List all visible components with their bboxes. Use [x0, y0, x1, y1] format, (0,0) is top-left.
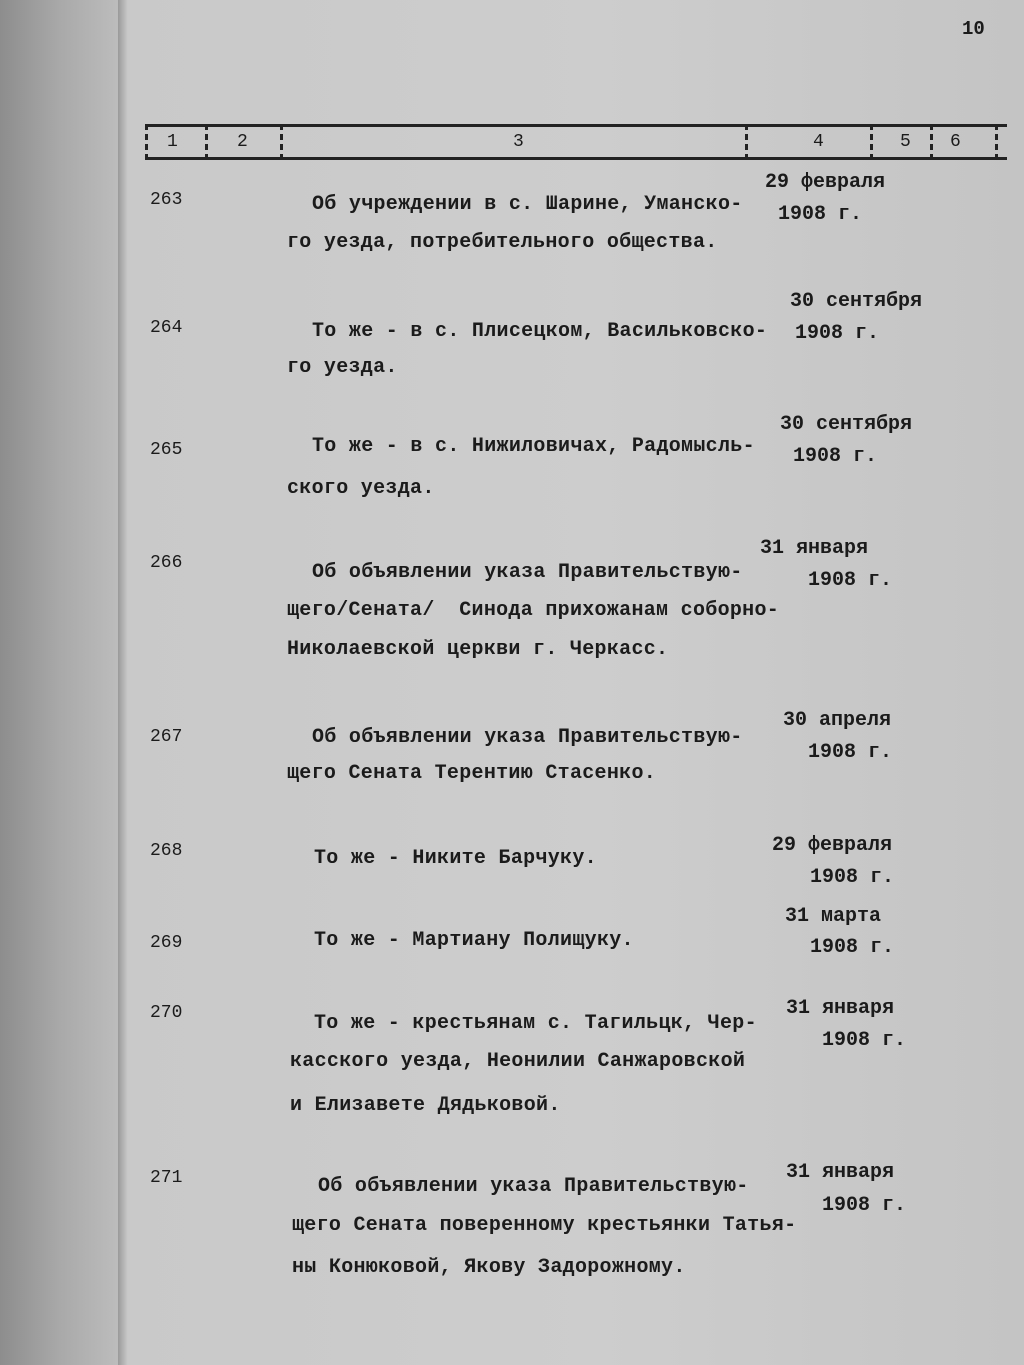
header-col-6: 6 — [950, 132, 961, 152]
page-edge — [118, 0, 128, 1365]
entry-date: 29 февраля — [772, 834, 893, 857]
header-bottom-rule — [145, 157, 1007, 160]
entry-text-line: Николаевской церкви г. Черкасс. — [287, 638, 669, 661]
entry-date-year: 1908 г. — [822, 1194, 907, 1217]
entry-date: 31 января — [786, 1161, 895, 1184]
header-divider — [745, 124, 748, 160]
entry-text-line: го уезда, потребительного общества. — [287, 231, 718, 254]
header-divider — [930, 124, 933, 160]
header-col-5: 5 — [900, 132, 911, 152]
header-col-4: 4 — [813, 132, 824, 152]
entry-text-line: щего Сената поверенному крестьянки Татья- — [292, 1214, 797, 1237]
entry-number: 263 — [150, 190, 183, 210]
entry-number: 271 — [150, 1168, 183, 1188]
entry-text-line: го уезда. — [287, 356, 398, 379]
entry-date: 30 сентября — [780, 413, 913, 436]
entry-text-line: То же - крестьянам с. Тагильцк, Чер- — [314, 1012, 757, 1035]
entry-date-year: 1908 г. — [778, 203, 863, 226]
entry-text-line: касского уезда, Неонилии Санжаровской — [290, 1050, 746, 1073]
entry-text-line: То же - в с. Плисецком, Васильковско- — [312, 320, 768, 343]
entry-date: 30 сентября — [790, 290, 923, 313]
entry-date-year: 1908 г. — [795, 322, 880, 345]
entry-number: 266 — [150, 553, 183, 573]
header-divider — [145, 124, 148, 160]
entry-date-year: 1908 г. — [793, 445, 878, 468]
entry-text-line: Об объявлении указа Правительствую- — [318, 1175, 749, 1198]
entry-number: 264 — [150, 318, 183, 338]
entry-number: 269 — [150, 933, 183, 953]
table-header — [145, 124, 1007, 160]
entry-text-line: ского уезда. — [287, 477, 435, 500]
entry-text-line: щего Сената Терентию Стасенко. — [287, 762, 657, 785]
header-top-rule — [145, 124, 1007, 127]
entry-number: 268 — [150, 841, 183, 861]
entry-date-year: 1908 г. — [810, 936, 895, 959]
header-divider — [870, 124, 873, 160]
entry-date: 31 января — [760, 537, 869, 560]
entry-date-year: 1908 г. — [808, 741, 893, 764]
header-col-3: 3 — [513, 132, 524, 152]
entry-text-line: То же - в с. Нижиловичах, Радомысль- — [312, 435, 755, 458]
page-number: 10 — [962, 18, 985, 40]
entry-date-year: 1908 г. — [808, 569, 893, 592]
entry-text-line: щего/Сената/ Синода прихожанам соборно- — [287, 599, 780, 622]
entry-text-line: То же - Мартиану Полищуку. — [314, 929, 634, 952]
header-col-1: 1 — [167, 132, 178, 152]
entry-text-line: То же - Никите Барчуку. — [314, 847, 597, 870]
header-col-2: 2 — [237, 132, 248, 152]
entry-date-year: 1908 г. — [822, 1029, 907, 1052]
entry-text-line: ны Конюковой, Якову Задорожному. — [292, 1256, 686, 1279]
header-divider — [280, 124, 283, 160]
header-divider — [205, 124, 208, 160]
header-divider — [995, 124, 998, 160]
entry-number: 265 — [150, 440, 183, 460]
entry-text-line: Об объявлении указа Правительствую- — [312, 561, 743, 584]
entry-date: 29 февраля — [765, 171, 886, 194]
entry-date: 31 января — [786, 997, 895, 1020]
entry-text-line: и Елизавете Дядьковой. — [290, 1094, 561, 1117]
entry-number: 267 — [150, 727, 183, 747]
entry-number: 270 — [150, 1003, 183, 1023]
entry-text-line: Об объявлении указа Правительствую- — [312, 726, 743, 749]
entry-date: 30 апреля — [783, 709, 892, 732]
entry-text-line: Об учреждении в с. Шарине, Уманско- — [312, 193, 743, 216]
entry-date-year: 1908 г. — [810, 866, 895, 889]
entry-date: 31 марта — [785, 905, 882, 928]
